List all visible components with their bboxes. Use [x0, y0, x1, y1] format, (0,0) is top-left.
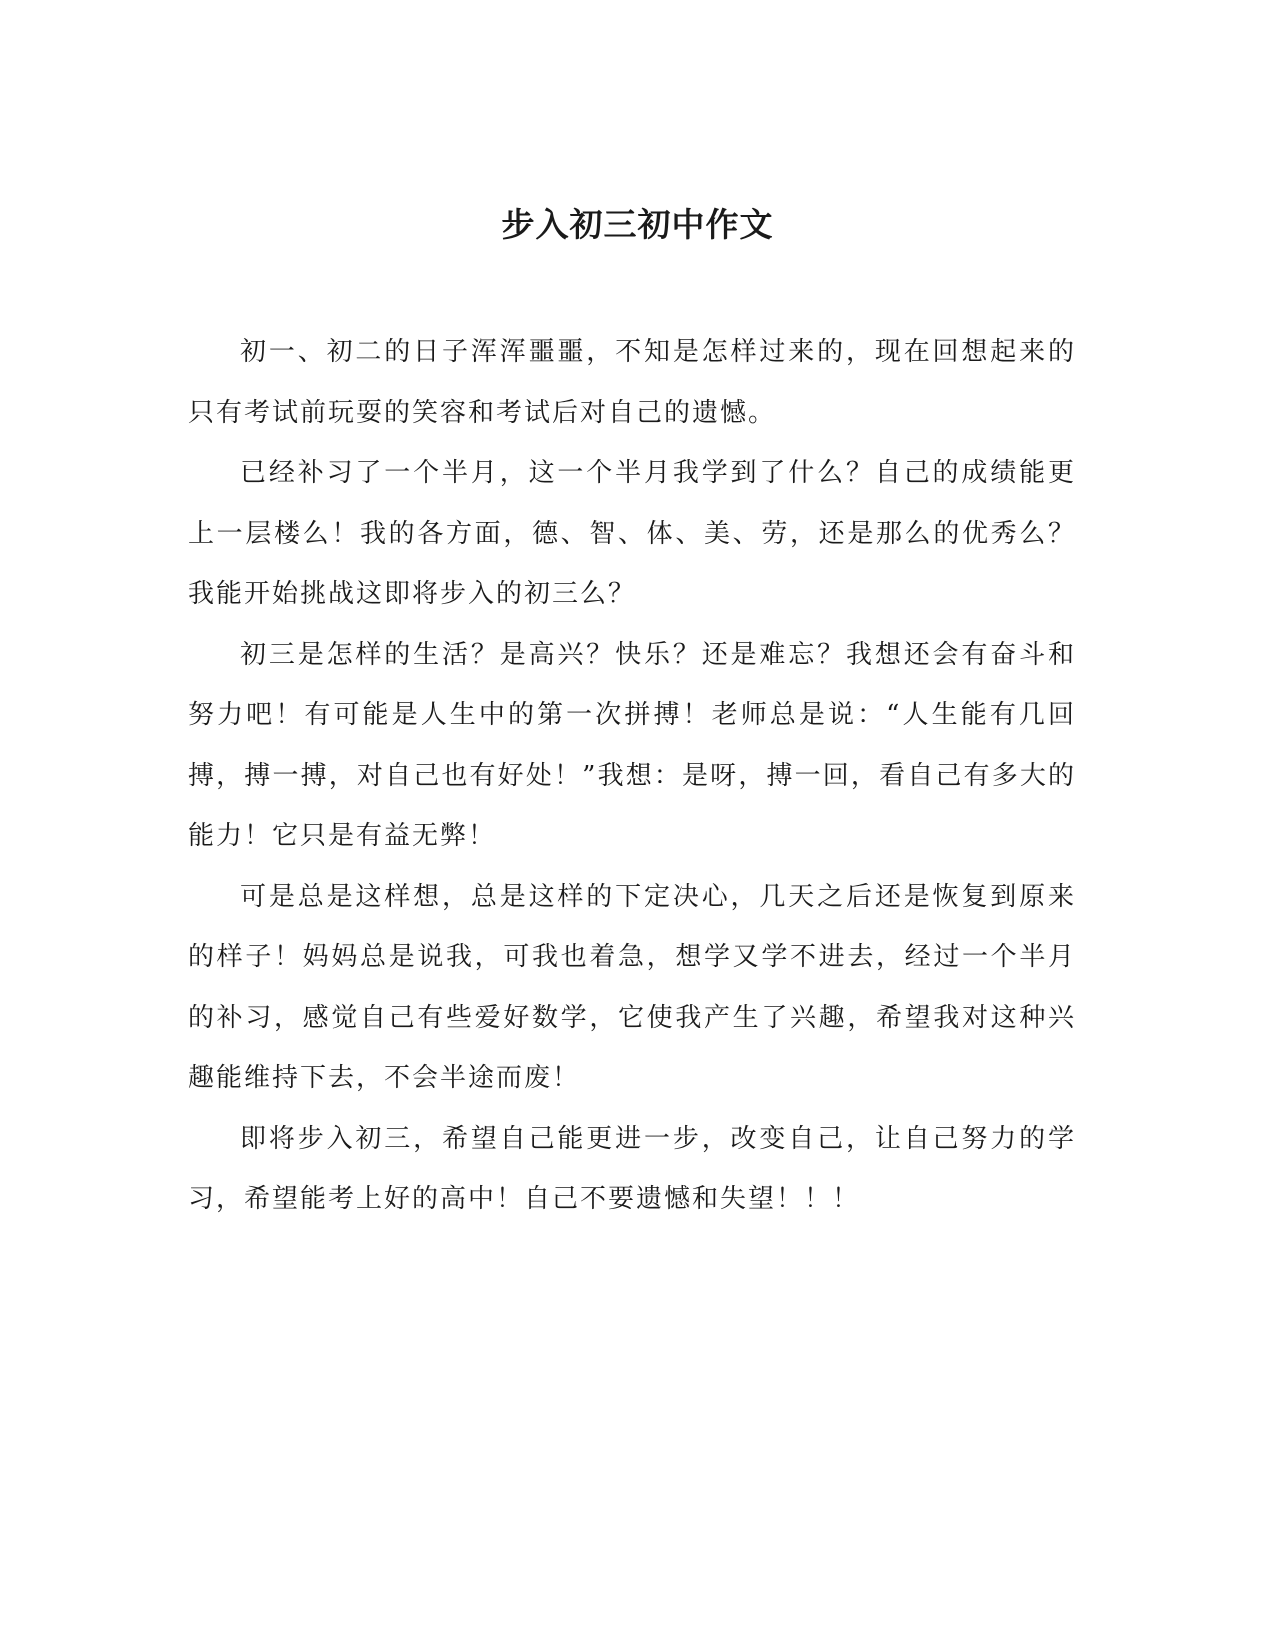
- document-title: 步入初三初中作文: [501, 205, 774, 244]
- paragraph-3: 初三是怎样的生活？是高兴？快乐？还是难忘？我想还会有奋斗和努力吧！有可能是人生中的第一次拼搏！老师总是说：“人生能有几回搏，搏一搏，对自己也有好处！”我想：是呀，搏一回，看自己有多大的能力！它只是有益无弊！: [188, 639, 1076, 851]
- paragraph-5: 即将步入初三，希望自己能更进一步，改变自己，让自己努力的学习，希望能考上好的高中！自己不要遗憾和失望！！！: [188, 1123, 1076, 1214]
- paragraph-2: 已经补习了一个半月，这一个半月我学到了什么？自己的成绩能更上一层楼么！我的各方面，德、智、体、美、劳，还是那么的优秀么？我能开始挑战这即将步入的初三么？: [188, 458, 1076, 609]
- document-body: [188, 322, 1076, 1230]
- paragraph-4: 可是总是这样想，总是这样的下定决心，几天之后还是恢复到原来的样子！妈妈总是说我，可我也着急，想学又学不进去，经过一个半月的补习，感觉自己有些爱好数学，它使我产生了兴趣，希望我对这种兴趣能维持下去，不会半途而废！: [188, 881, 1076, 1093]
- paragraph-1: 初一、初二的日子浑浑噩噩，不知是怎样过来的，现在回想起来的只有考试前玩耍的笑容和考试后对自己的遗憾。: [188, 337, 1076, 428]
